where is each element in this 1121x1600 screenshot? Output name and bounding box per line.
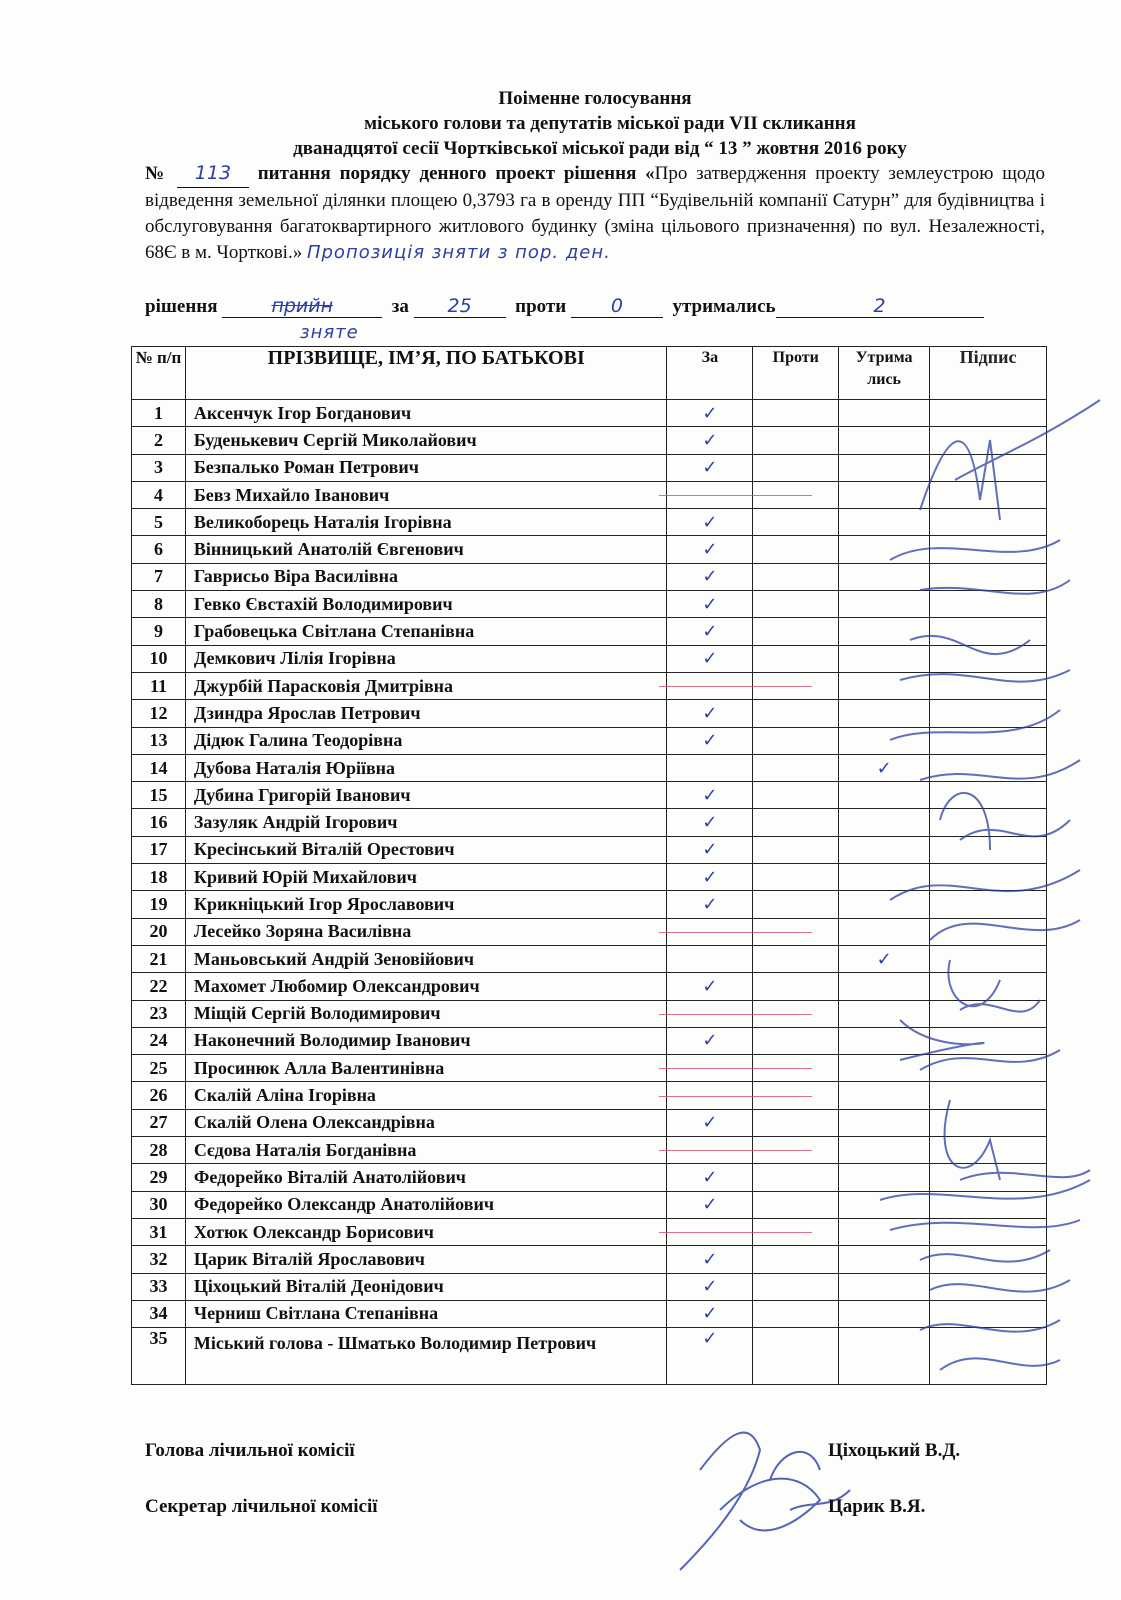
vote-table-body [132,400,1047,1385]
deputy-name: Скалій Аліна Ігорівна [185,1082,667,1109]
table-row [132,591,1047,618]
row-number: 6 [132,536,186,563]
signature-cell [930,1055,1047,1082]
signature-cell [930,1137,1047,1164]
row-number: 10 [132,645,186,672]
vote-utr-cell [839,400,930,427]
deputy-name: Демкович Лілія Ігорівна [185,645,667,672]
table-row [132,672,1047,699]
row-number: 24 [132,1027,186,1054]
table-row [132,782,1047,809]
vote-za-check-icon: ✓ [667,618,753,645]
vote-za-check-icon: ✓ [667,1027,753,1054]
vote-utr-cell [839,727,930,754]
deputy-name: Хотюк Олександр Борисович [185,1218,667,1245]
decision-label: рішення [145,296,218,317]
table-row [132,891,1047,918]
vote-proty-cell [753,864,839,891]
vote-proty-cell [753,1082,839,1109]
table-row [132,645,1047,672]
row-number: 21 [132,945,186,972]
signature-cell [930,864,1047,891]
deputy-name: Міський голова - Шматько Володимир Петрович [185,1328,667,1385]
vote-proty-cell [753,918,839,945]
deputy-name: Ціхоцький Віталій Деонідович [185,1273,667,1300]
signature-cell [930,782,1047,809]
row-number: 28 [132,1137,186,1164]
vote-za-check-icon: ✓ [667,563,753,590]
issue-number-value: 113 [194,162,232,184]
vote-proty-cell [753,454,839,481]
utr-value: 2 [873,295,886,317]
vote-proty-cell [753,727,839,754]
vote-utr-cell [839,509,930,536]
vote-utr-cell [839,536,930,563]
table-row [132,1218,1047,1245]
commission-signature [660,1410,860,1580]
vote-proty-cell [753,672,839,699]
vote-za-check-icon: ✓ [667,782,753,809]
vote-za-cell [667,1137,753,1164]
table-row [132,1027,1047,1054]
issue-body-text: Про затвердження проекту землеустрою щодо відведення земельної ділянки площею 0,3793 га в оренду ПП “Будівельній компанії Сатурн” для будівництва і обслуговування багатоквартирного житлового будинку (зміна цільового призначення) по вул. Незалежності, 68Є в м. Чорткові.» [145,163,1045,263]
deputy-name: Буденькевич Сергій Миколайович [185,427,667,454]
header-utr: Утрима лись [839,347,930,400]
vote-utr-cell [839,836,930,863]
vote-utr-cell [839,891,930,918]
deputy-name: Міщій Сергій Володимирович [185,1000,667,1027]
deputy-name: Кресінський Віталій Орестович [185,836,667,863]
vote-utr-cell [839,1273,930,1300]
vote-proty-cell [753,782,839,809]
vote-utr-cell [839,1164,930,1191]
deputy-name: Вінницький Анатолій Євгенович [185,536,667,563]
vote-za-cell [667,945,753,972]
vote-za-check-icon: ✓ [667,809,753,836]
signature-cell [930,836,1047,863]
vote-proty-cell [753,754,839,781]
vote-proty-cell [753,1218,839,1245]
table-row [132,836,1047,863]
vote-proty-cell [753,427,839,454]
vote-za-cell [667,481,753,508]
signature-cell [930,672,1047,699]
deputy-name: Крикніцький Ігор Ярославович [185,891,667,918]
deputy-name: Грабовецька Світлана Степанівна [185,618,667,645]
chair-label: Голова лічильної комісії [145,1440,355,1461]
row-number: 23 [132,1000,186,1027]
table-row [132,1109,1047,1136]
vote-proty-cell [753,591,839,618]
vote-utr-cell [839,427,930,454]
vote-za-check-icon: ✓ [667,509,753,536]
table-row [132,454,1047,481]
deputy-name: Федорейко Олександр Анатолійович [185,1191,667,1218]
vote-proty-cell [753,1328,839,1385]
vote-proty-cell [753,809,839,836]
signature-cell [930,754,1047,781]
vote-proty-cell [753,481,839,508]
vote-utr-cell [839,700,930,727]
row-number: 35 [132,1328,186,1385]
header-no: № п/п [132,347,186,400]
vote-utr-cell [839,1218,930,1245]
vote-za-check-icon: ✓ [667,591,753,618]
signature-cell [930,1300,1047,1327]
secretary-name: Царик В.Я. [828,1496,926,1517]
signature-cell [930,1164,1047,1191]
deputy-name: Черниш Світлана Степанівна [185,1300,667,1327]
table-row [132,754,1047,781]
row-number: 9 [132,618,186,645]
vote-za-cell [667,1055,753,1082]
deputy-name: Безпалько Роман Петрович [185,454,667,481]
deputy-name: Царик Віталій Ярославович [185,1246,667,1273]
vote-utr-cell [839,1246,930,1273]
vote-utr-cell [839,591,930,618]
signature-cell [930,454,1047,481]
vote-proty-cell [753,1000,839,1027]
vote-za-check-icon: ✓ [667,1191,753,1218]
row-number: 18 [132,864,186,891]
signature-cell [930,1109,1047,1136]
vote-za-cell [667,672,753,699]
signature-cell [930,1191,1047,1218]
signature-cell [930,700,1047,727]
row-number: 17 [132,836,186,863]
vote-utr-cell [839,782,930,809]
row-number: 27 [132,1109,186,1136]
vote-proty-cell [753,945,839,972]
deputy-name: Наконечний Володимир Іванович [185,1027,667,1054]
vote-utr-cell [839,1027,930,1054]
vote-proty-cell [753,836,839,863]
table-row [132,1191,1047,1218]
row-number: 33 [132,1273,186,1300]
vote-utr-cell [839,809,930,836]
handwritten-note: Пропозиція зняти з пор. ден. [306,242,611,263]
vote-za-check-icon: ✓ [667,400,753,427]
table-row [132,536,1047,563]
signature-cell [930,945,1047,972]
header-za: За [667,347,753,400]
row-number: 14 [132,754,186,781]
document-header [145,86,1045,161]
deputy-name: Лесейко Зоряна Василівна [185,918,667,945]
table-row [132,945,1047,972]
vote-utr-cell [839,918,930,945]
deputy-name: Просинюк Алла Валентинівна [185,1055,667,1082]
table-row [132,1137,1047,1164]
vote-za-check-icon: ✓ [667,973,753,1000]
signature-cell [930,1218,1047,1245]
table-row [132,700,1047,727]
proty-label: проти [515,296,567,317]
table-row [132,809,1047,836]
table-row [132,1328,1047,1385]
vote-za-check-icon: ✓ [667,1109,753,1136]
header-name: ПРІЗВИЩЕ, ІМ’Я, ПО БАТЬКОВІ [185,347,667,400]
vote-utr-cell [839,454,930,481]
row-number: 32 [132,1246,186,1273]
utr-slot [776,295,984,318]
vote-za-cell [667,754,753,781]
vote-proty-cell [753,891,839,918]
deputy-name: Сєдова Наталія Богданівна [185,1137,667,1164]
table-row [132,400,1047,427]
vote-za-check-icon: ✓ [667,1328,753,1385]
vote-utr-check-icon: ✓ [839,754,930,781]
row-number: 1 [132,400,186,427]
proty-value: 0 [610,295,623,317]
vote-proty-cell [753,509,839,536]
row-number: 3 [132,454,186,481]
table-row [132,1273,1047,1300]
vote-za-check-icon: ✓ [667,536,753,563]
deputy-name: Бевз Михайло Іванович [185,481,667,508]
vote-za-check-icon: ✓ [667,727,753,754]
vote-utr-cell [839,864,930,891]
vote-proty-cell [753,700,839,727]
vote-utr-cell [839,1055,930,1082]
decision-value-slot [222,295,382,318]
signature-cell [930,427,1047,454]
signature-cell [930,973,1047,1000]
deputy-name: Зазуляк Андрій Ігорович [185,809,667,836]
za-label: за [391,296,409,317]
header-signature: Підпис [930,347,1047,400]
signature-cell [930,918,1047,945]
deputy-name: Дідюк Галина Теодорівна [185,727,667,754]
row-number: 26 [132,1082,186,1109]
za-value: 25 [447,295,472,317]
vote-za-check-icon: ✓ [667,700,753,727]
vote-utr-cell [839,563,930,590]
decision-value-struck: прийн [271,295,334,317]
vote-utr-cell [839,1000,930,1027]
signature-cell [930,891,1047,918]
deputy-name: Скалій Олена Олександрівна [185,1109,667,1136]
deputy-name: Аксенчук Ігор Богданович [185,400,667,427]
vote-proty-cell [753,973,839,1000]
vote-za-check-icon: ✓ [667,891,753,918]
signature-cell [930,1246,1047,1273]
signature-cell [930,809,1047,836]
row-number: 7 [132,563,186,590]
vote-proty-cell [753,1191,839,1218]
vote-utr-cell [839,1328,930,1385]
vote-proty-cell [753,563,839,590]
chair-name: Ціхоцький В.Д. [828,1440,961,1461]
secretary-label: Секретар лічильної комісії [145,1496,378,1517]
vote-utr-cell [839,1109,930,1136]
row-number: 13 [132,727,186,754]
vote-utr-check-icon: ✓ [839,945,930,972]
signature-cell [930,1082,1047,1109]
vote-za-check-icon: ✓ [667,1246,753,1273]
signature-cell [930,536,1047,563]
table-row [132,727,1047,754]
deputy-name: Дзиндра Ярослав Петрович [185,700,667,727]
table-header-row [132,347,1047,400]
deputy-name: Махомет Любомир Олександрович [185,973,667,1000]
row-number: 8 [132,591,186,618]
vote-utr-cell [839,618,930,645]
vote-za-cell [667,1218,753,1245]
vote-za-cell [667,1082,753,1109]
table-row [132,1055,1047,1082]
vote-proty-cell [753,1109,839,1136]
issue-bold-text: питання порядку денного проект рішення « [257,163,655,184]
vote-utr-cell [839,1300,930,1327]
row-number: 30 [132,1191,186,1218]
table-row [132,1082,1047,1109]
vote-utr-cell [839,1137,930,1164]
signature-cell [930,1027,1047,1054]
za-slot [414,295,506,318]
signature-cell [930,481,1047,508]
vote-proty-cell [753,1027,839,1054]
table-row [132,1164,1047,1191]
table-row [132,1000,1047,1027]
deputy-name: Кривий Юрій Михайлович [185,864,667,891]
signature-cell [930,1328,1047,1385]
vote-za-check-icon: ✓ [667,864,753,891]
row-number: 16 [132,809,186,836]
deputy-name: Федорейко Віталій Анатолійович [185,1164,667,1191]
row-number: 11 [132,672,186,699]
decision-note: зняте [300,322,359,343]
deputy-name: Гевко Євстахій Володимирович [185,591,667,618]
vote-za-check-icon: ✓ [667,1300,753,1327]
row-number: 29 [132,1164,186,1191]
vote-za-check-icon: ✓ [667,836,753,863]
deputy-name: Джурбій Парасковія Дмитрівна [185,672,667,699]
table-row [132,1246,1047,1273]
signature-cell [930,618,1047,645]
signature-cell [930,645,1047,672]
issue-number-label: № [145,163,169,184]
table-row [132,1300,1047,1327]
table-row [132,618,1047,645]
vote-utr-cell [839,645,930,672]
vote-proty-cell [753,1137,839,1164]
vote-proty-cell [753,400,839,427]
signature-cell [930,563,1047,590]
vote-utr-cell [839,672,930,699]
vote-proty-cell [753,645,839,672]
title-line-2: міського голови та депутатів міської ради VII скликання [364,113,856,134]
row-number: 25 [132,1055,186,1082]
row-number: 19 [132,891,186,918]
title-line-3: дванадцятої сесії Чортківської міської ради від “ 13 ” жовтня 2016 року [293,138,907,159]
vote-proty-cell [753,1273,839,1300]
issue-number-slot [177,160,249,188]
table-row [132,864,1047,891]
table-row [132,918,1047,945]
signature-cell [930,727,1047,754]
row-number: 4 [132,481,186,508]
table-row [132,509,1047,536]
row-number: 12 [132,700,186,727]
deputy-name: Гаврисьо Віра Василівна [185,563,667,590]
vote-table [131,346,1047,1385]
table-row [132,563,1047,590]
row-number: 34 [132,1300,186,1327]
signature-cell [930,1273,1047,1300]
vote-proty-cell [753,1055,839,1082]
vote-za-check-icon: ✓ [667,1273,753,1300]
table-row [132,481,1047,508]
vote-utr-cell [839,481,930,508]
row-number: 15 [132,782,186,809]
vote-za-check-icon: ✓ [667,454,753,481]
vote-za-cell [667,1000,753,1027]
utr-label: утримались [672,296,776,317]
vote-proty-cell [753,1246,839,1273]
vote-proty-cell [753,1300,839,1327]
vote-proty-cell [753,1164,839,1191]
vote-utr-cell [839,1191,930,1218]
vote-za-check-icon: ✓ [667,427,753,454]
vote-proty-cell [753,618,839,645]
vote-utr-cell [839,973,930,1000]
vote-proty-cell [753,536,839,563]
row-number: 20 [132,918,186,945]
deputy-name: Дубова Наталія Юріївна [185,754,667,781]
deputy-name: Маньовський Андрій Зеновійович [185,945,667,972]
header-proty: Проти [753,347,839,400]
vote-utr-cell [839,1082,930,1109]
proty-slot [571,295,663,318]
signature-cell [930,591,1047,618]
vote-za-cell [667,918,753,945]
vote-za-check-icon: ✓ [667,645,753,672]
table-row [132,973,1047,1000]
decision-line [145,295,1045,318]
vote-za-check-icon: ✓ [667,1164,753,1191]
signature-cell [930,400,1047,427]
issue-paragraph [145,160,1045,266]
table-row [132,427,1047,454]
row-number: 5 [132,509,186,536]
row-number: 22 [132,973,186,1000]
signature-cell [930,1000,1047,1027]
title-line-1: Поіменне голосування [498,88,692,109]
row-number: 31 [132,1218,186,1245]
row-number: 2 [132,427,186,454]
deputy-name: Великоборець Наталія Ігорівна [185,509,667,536]
signature-cell [930,509,1047,536]
deputy-name: Дубина Григорій Іванович [185,782,667,809]
